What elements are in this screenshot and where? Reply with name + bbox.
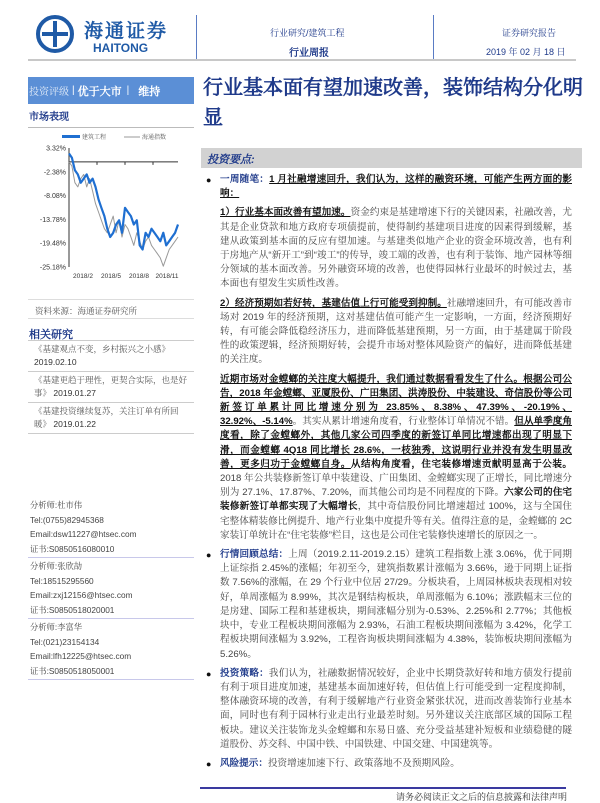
text-segment: 1）行业基本面改善有望加速。 (220, 207, 351, 219)
y-tick-label: -13.78% (39, 216, 66, 224)
key-points-heading: 投资要点: (207, 154, 255, 166)
page-title: 行业基本面有望加速改善，装饰结构分化明显 (203, 75, 583, 129)
divider (28, 299, 194, 300)
bullet-icon: ● (206, 550, 212, 561)
text-segment: 上周（2019.2.11-2019.2.15）建筑工程指数上涨 3.06%，优于同期上证综指 2.45%的涨幅；年初至今，建筑指数累计涨幅为 3.66%，逊于同期上证指数 7.56%的涨幅，在 29 个行业中位居 27/29。分板块看，上周园林板块表现相对较好，单周涨幅为 8.99%，其次是钢结构板块，单周涨幅为 6.10%；涨跌幅末三位的是房建、国际工程和基建板块，期间涨幅分别为-0.53%、2.25%和 2.77%；其他板块中，专业工程板块期间涨幅为 2.93%，石油工程板块期间涨幅为 3.42%，化学工程板块期间涨幅为 3.92%，工程咨询板块期间涨幅为 4.38%，装饰板块期间涨幅为 5.26%。 (220, 549, 572, 660)
analyst-card (28, 619, 194, 680)
divider (28, 318, 194, 319)
analyst-card (28, 497, 194, 558)
bullet-item (206, 757, 572, 771)
analyst-cert: 证书:S0850518020001 (30, 604, 115, 615)
key-points-bar (201, 148, 582, 168)
report-date: 2019 年 02 月 18 日 (486, 47, 566, 57)
header-divider (196, 15, 197, 60)
market-heading: 市场表现 (29, 112, 69, 123)
text-segment: 六家公司的住宅装修新签订单都实现了大幅增长 (220, 487, 573, 513)
text-segment: 1 月社融增速回升，我们认为，这样的融资环境，可能产生两方面的影响： (220, 174, 572, 200)
related-item[interactable] (28, 402, 194, 434)
text-segment: 但从单季度角度看，除了金螳螂外，其他几家公司四季度的新签订单同比增速都出现了明显下滑，而金螳螂 4Q18 同比增长 28.6%，一枝独秀，这说明行业并没有发生明显改善，更多归功于金螳螂自身。 (220, 416, 573, 470)
haitong-logo-icon (36, 15, 74, 53)
key-points-body (206, 173, 573, 776)
legend-label: 建筑工程 (82, 135, 107, 141)
chart-source: 资料来源：海通证券研究所 (35, 306, 138, 316)
report-category: 行业研究/建筑工程 (270, 28, 345, 38)
bullet-item (206, 173, 572, 201)
header-rule (28, 59, 576, 61)
report-label: 证券研究报告 (502, 28, 557, 38)
report-type: 行业周报 (289, 48, 329, 59)
paragraph (220, 206, 572, 291)
x-tick-label: 2018/2 (73, 273, 93, 280)
text-segment: ，其中奇信股份同比增速超过 100%，这与全国住宅整体精装修比例提升、地产行业集中度提升等有关。值得注意的是，金螳螂的 2C 家装订单统计在“住宅装修”栏目，这也是公司住宅装修快速增长的原因之一。 (220, 501, 573, 541)
analyst-name: 分析师:张欣劼 (30, 561, 83, 571)
related-item[interactable] (28, 340, 194, 371)
text-segment: 2）经济预期如若好转，基建估值上行可能受到抑制。 (220, 297, 447, 309)
related-date: 2019.01.27 (53, 388, 96, 398)
x-tick-label: 2018/8 (129, 273, 149, 280)
analyst-email[interactable]: Email:lfh12225@htsec.com (30, 651, 132, 661)
analyst-name: 分析师:杜市伟 (30, 500, 83, 510)
related-heading: 相关研究 (29, 329, 73, 341)
x-tick-label: 2018/5 (101, 273, 121, 280)
text-segment: 近期市场对金螳螂的关注度大幅提升，我们通过数据看看发生了什么。根据公司公告，2018 年金螳螂、亚厦股份、广田集团、洪涛股份、中装建设、奇信股份等公司新签订单累计同比增速分别为 23.85%、8.38%、47.39%、-20.19%、32.92%、-5.14% (220, 373, 572, 428)
related-date: 2019.01.22 (53, 419, 96, 429)
legend-swatch (62, 135, 80, 138)
y-tick-label: -8.08% (43, 193, 66, 201)
rating-label: 投资评级 (29, 87, 69, 98)
related-title: 《基建更趋于理性，更契合实际，也是好事》 (34, 375, 188, 398)
related-date: 2019.02.10 (34, 357, 77, 367)
x-tick-label: 2018/11 (155, 273, 179, 280)
footer-disclaimer: 请务必阅读正文之后的信息披露和法律声明 (395, 792, 567, 802)
bullet-icon: ● (206, 668, 212, 679)
logo-cn: 海通证券 (84, 20, 169, 42)
market-chart (28, 130, 198, 282)
analyst-cert: 证书:S0850516080010 (30, 543, 115, 554)
text-segment: 从结构角度看，住宅装修增速贡献明显高于公装。 (350, 458, 573, 470)
bullet-item (206, 667, 573, 752)
analyst-card (28, 558, 194, 619)
analyst-tel: Tel:(021)23154134 (30, 636, 100, 647)
related-list (28, 340, 194, 434)
analyst-cert: 证书:S0850518050001 (30, 665, 115, 676)
analyst-list (28, 497, 194, 680)
logo-en: HAITONG (93, 41, 149, 55)
bullet-item (206, 548, 572, 662)
related-item[interactable] (28, 371, 194, 402)
paragraph (220, 373, 572, 543)
section-label: 行情回顾总结： (220, 549, 289, 561)
bullet-icon: ● (206, 758, 212, 769)
y-tick-label: -2.38% (43, 169, 66, 177)
analyst-tel: Tel:(0755)82945368 (30, 514, 104, 525)
analyst-email[interactable]: Email:zxj12156@htsec.com (30, 590, 133, 600)
analyst-tel: Tel:18515295560 (30, 575, 94, 586)
header-divider (433, 15, 434, 60)
divider (28, 127, 194, 128)
text-segment: 资金约束是基建增速下行的关键因素，社融改善，尤其是企业贷款和地方政府专项债提前，使得制约基建项目进度的因素得到缓解，基建从政策到基本面的反应有望加速。与基建类似地产企业的资金环境改善，也有利于房地产从“新开工”到“竣工”的传导，竣工端的改善，也有利于装饰、地产园林等细分领域的基本面改善。另外融资环境的改善，也使得园林行业最坏的时候过去，基本面也有望发生实质性改善。 (220, 207, 573, 290)
paragraph (220, 297, 572, 368)
text-segment: 我们认为，社融数据情况较好，企业中长期贷款好转和地方债发行提前有利于项目进度加速，基建基本面加速好转，但估值上行可能受到一定程度抑制，整体融资环境的改善，有利于缓解地产行业资金紧张状况，进而改善装饰行业基本面，同时也有利于园林行业走出行业最差时刻。另外建议关注底部区域的国际工程板块。建议关注装饰龙头金螳螂和东易日盛、充分受益基建补短板和业绩稳健的隧道股份、苏交科、中国中铁、中国铁建、中国交建、中国建筑等。 (220, 667, 573, 750)
text-segment: 。其实从累计增速角度看，行业整体订单情况不错。 (292, 416, 515, 428)
text-segment: 社融增速回升，有可能改善市场对 2019 年的经济预期，这对基建估值可能产生一定影响，一方面，经济预期好转，有可能会降低稳经济压力，进而降低基建预期，另一方面，由于基建属于阶段性的政策逻辑，经济预期好转，会提升市场对整体风险资产的偏好，进而降低基建的关注度。 (220, 297, 573, 366)
rating-status: 维持 (138, 85, 161, 98)
rating-bar: 投资评级 | 优于大市 | 维持 (28, 77, 194, 104)
section-label: 风险提示： (220, 757, 268, 769)
section-label: 一周随笔： (220, 174, 270, 185)
analyst-email[interactable]: Email:dsw11227@htsec.com (30, 529, 137, 539)
y-tick-label: 3.32% (46, 145, 66, 153)
y-tick-label: -25.18% (39, 264, 66, 272)
analyst-name: 分析师:李富华 (30, 622, 83, 632)
related-title: 《基建观点不变，乡村振兴之小感》 (34, 344, 171, 354)
text-segment: 投资增速加速下行、政策落地不及预期风险。 (267, 757, 460, 769)
legend-label: 海通指数 (142, 135, 167, 141)
section-label: 投资策略： (220, 667, 269, 679)
series-line-construction (69, 154, 178, 250)
y-tick-label: -19.48% (39, 240, 66, 248)
bullet-icon: ● (206, 175, 212, 185)
rating-value: 优于大市 (77, 85, 122, 98)
text-segment: 2018 年公共装修新签订单中装建设、广田集团、金螳螂实现了正增长，同比增速分别为 27.1%、17.87%、7.20%，而其他公司均是不同程度的下降。 (220, 473, 572, 499)
related-title: 《基建投资继续复苏，关注订单有所回暖》 (34, 406, 179, 429)
footer-rule (200, 787, 566, 789)
